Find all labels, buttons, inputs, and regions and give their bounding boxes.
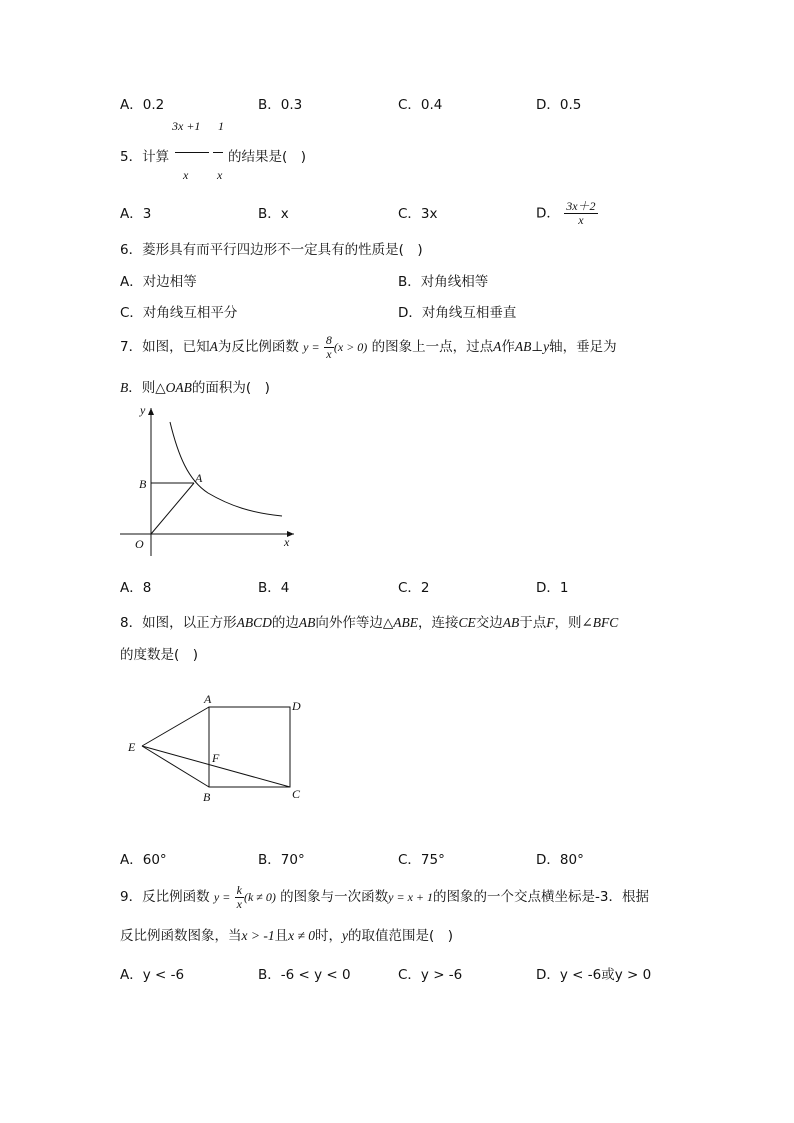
q7-option-d: D．1 bbox=[536, 580, 569, 596]
q9-stem-line2: 反比例函数图象，当x > -1且x ≠ 0时，y的取值范围是( ) bbox=[120, 928, 454, 944]
q7-hyperbola-curve bbox=[170, 422, 282, 516]
q8-figure bbox=[120, 690, 320, 810]
q7-segment-oa bbox=[151, 483, 194, 534]
q8-label-d: D bbox=[292, 699, 301, 713]
q6-option-d: D．对角线互相垂直 bbox=[398, 305, 517, 321]
q9-option-c: C．y > -6 bbox=[398, 967, 463, 983]
q7-label-b: B bbox=[139, 477, 147, 491]
q7-option-b: B．4 bbox=[258, 580, 290, 596]
q8-label-a: A bbox=[204, 692, 212, 706]
q7-option-c: C．2 bbox=[398, 580, 430, 596]
q8-stem-line1: 8．如图，以正方形ABCD的边AB向外作等边△ABE，连接CE交边AB于点F，则∠BFC bbox=[120, 615, 619, 631]
q5-fraction-bar-left bbox=[175, 152, 209, 153]
q8-label-c: C bbox=[292, 787, 301, 801]
q7-label-a: A bbox=[195, 471, 203, 485]
q8-label-b: B bbox=[203, 790, 211, 804]
q5-option-d-fraction bbox=[564, 200, 597, 227]
q5-fraction-bar-right bbox=[213, 152, 223, 153]
q4-option-d: D．0.5 bbox=[536, 97, 582, 113]
q6-option-c: C．对角线互相平分 bbox=[120, 305, 238, 321]
q8-label-e: E bbox=[128, 740, 136, 754]
q7-y-arrow bbox=[148, 408, 154, 415]
q8-stem-line2: 的度数是( ) bbox=[120, 647, 199, 663]
q5-denominator-left: x bbox=[183, 168, 189, 182]
q7-label-x: x bbox=[284, 535, 290, 549]
q9-option-a: A．y < -6 bbox=[120, 967, 185, 983]
q5-option-d-denominator: x bbox=[578, 213, 584, 227]
q5-stem-prefix: 5．计算 bbox=[120, 149, 170, 165]
q6-option-a: A．对边相等 bbox=[120, 274, 197, 290]
q8-option-d: D．80° bbox=[536, 852, 584, 868]
q8-option-b: B．70° bbox=[258, 852, 305, 868]
q5-option-b: B．x bbox=[258, 206, 289, 222]
q5-denominator-right: x bbox=[217, 168, 223, 182]
q5-option-d bbox=[536, 200, 598, 227]
q8-segment-eb bbox=[142, 746, 209, 787]
q8-segment-ea bbox=[142, 707, 209, 746]
q7-figure bbox=[112, 400, 302, 560]
q7-label-o: O bbox=[135, 537, 144, 551]
q8-option-c: C．75° bbox=[398, 852, 445, 868]
q7-stem-line2: B．则△OAB的面积为( ) bbox=[120, 380, 270, 396]
q7-function-fraction: $\frac{8}{x}$ bbox=[325, 332, 332, 361]
q7-stem-line1: 7．如图，已知A为反比例函数 y = $\frac{8}{x}$ (x > 0) 的图象上一点，过点A作AB⊥y轴，垂足为 bbox=[120, 332, 617, 361]
q8-square-abcd bbox=[209, 707, 290, 787]
q9-function-fraction: $\frac{k}{x}$ bbox=[236, 882, 242, 911]
q4-option-b: B．0.3 bbox=[258, 97, 303, 113]
q9-option-b: B．-6 < y < 0 bbox=[258, 967, 351, 983]
q7-option-a: A．8 bbox=[120, 580, 152, 596]
q7-label-y: y bbox=[140, 403, 146, 417]
q4-option-c: C．0.4 bbox=[398, 97, 443, 113]
q6-stem: 6．菱形具有而平行四边形不一定具有的性质是( ) bbox=[120, 242, 423, 258]
q4-option-a: A．0.2 bbox=[120, 97, 165, 113]
q5-option-c: C．3x bbox=[398, 206, 438, 222]
q5-stem-suffix: 的结果是( ) bbox=[228, 149, 307, 165]
q9-option-d: D．y < -6或y > 0 bbox=[536, 967, 652, 983]
q6-option-b: B．对角线相等 bbox=[398, 274, 489, 290]
q5-option-a: A．3 bbox=[120, 206, 152, 222]
q8-option-a: A．60° bbox=[120, 852, 167, 868]
q5-numerator-left: 3x +1 bbox=[172, 119, 201, 133]
q8-label-f: F bbox=[212, 751, 220, 765]
q5-numerator-right: 1 bbox=[218, 119, 224, 133]
q9-stem-line1: 9．反比例函数 y = $\frac{k}{x}$ (k ≠ 0) 的图象与一次函数y = x + 1的图象的一个交点横坐标是-3．根据 bbox=[120, 882, 649, 911]
q5-option-d-prefix: D． bbox=[536, 205, 560, 222]
q5-option-d-numerator: 3x＋2 bbox=[566, 199, 596, 213]
